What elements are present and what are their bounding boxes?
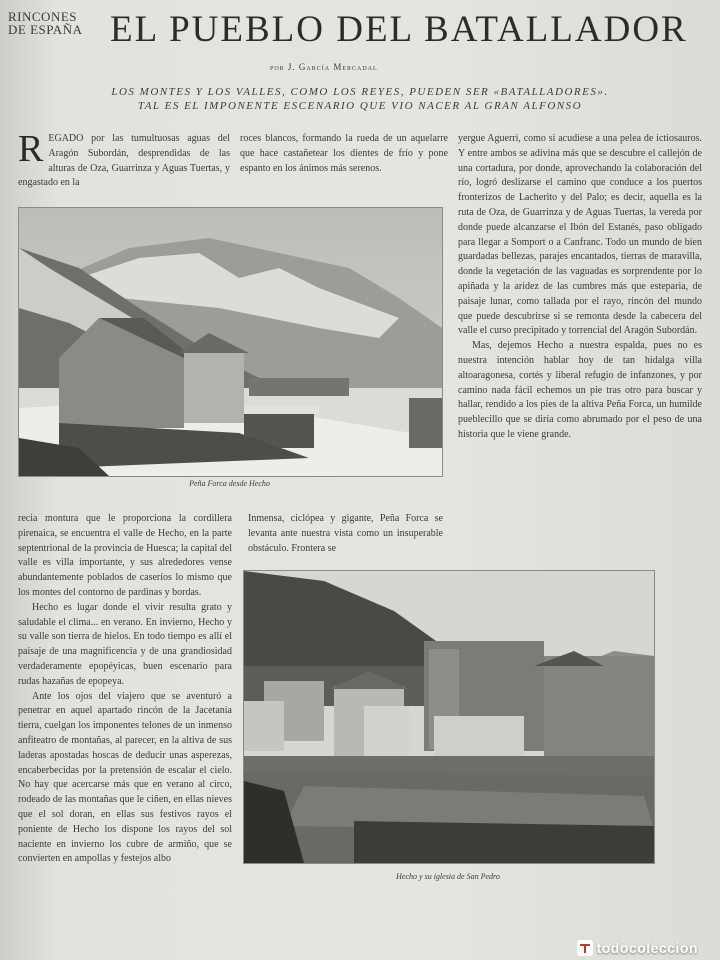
- opening-text: EGADO por las tumultuosas aguas del Aragón Subordán, desprendidas de las alturas de Oza, Guarrinza y Aguas Tuertas, y engastado en la: [18, 133, 230, 189]
- column-1-bottom-paragraph-1: recia montura que le proporciona la cordillera pirenaica, se encuentra el valle de Hecho, en la parte septentrional de la provincia de Huesca; la capital del valle es villa importante, y sus alrededores vense abundantemente poblados de caseríos lo mismo que los montes del contorno de pardinas y bordas.: [18, 513, 232, 598]
- article-title: EL PUEBLO DEL BATALLADOR: [110, 9, 688, 50]
- column-2-bottom-paragraph: Inmensa, ciclópea y gigante, Peña Forca se levanta ante nuestra vista como un insuperable obstáculo. Frontera se: [248, 513, 443, 554]
- watermark-text: todocoleccion: [596, 940, 698, 956]
- column-3-paragraph-1: yergue Aguerri, como si acudiese a una pelea de ictiosauros. Y entre ambos se adivina más que se descubre el callejón de una cortadura, por donde, aprovechando la colaboración del río, logró deslizarse el camino que conduce a los puertos fronterizos de Lacherito y del Palo; es decir, aquella es la ruta de Oza, de Guarrinza y de Aguas Tuertas, la vereda por donde puede alcanzarse el Ibón del Estanés, paso obligado para llegar a Somport o a Canfranc. Todo un mundo de bien guardadas bellezas, parajes encantados, tierras de maravilla, donde la vegetación de las vaguadas es sorprendente por lo apiñada y la aridez de las cumbres más que esteparia, de paisaje lunar, como tallada por el rayo, rincón del mundo que puede descubrirse si se remonta desde la cabecera del valle el curso precipitado y torrencial del Aragón Subordán.: [458, 133, 702, 337]
- drop-cap: R: [18, 128, 44, 170]
- column-2-top: [240, 132, 448, 176]
- column-2-top-paragraph: roces blancos, formando la rueda de un aquelarre que hace castañetear los dientes de frío y pone espanto en los ánimos más serenos.: [240, 133, 448, 174]
- subheadline: [80, 85, 640, 113]
- subhead-line1: LOS MONTES Y LOS VALLES, COMO LOS REYES, PUEDEN SER «BATALLADORES».: [111, 86, 609, 98]
- mountain-village-image: [19, 208, 442, 476]
- section-label-line1: RINCONES: [8, 9, 78, 24]
- byline: por J. García Mercadal: [270, 62, 378, 72]
- section-label: [8, 10, 98, 36]
- section-label-line2: DE ESPAÑA: [8, 22, 83, 37]
- column-3: [458, 132, 702, 443]
- photo-hecho-church: [243, 570, 655, 864]
- tc-logo-icon: [577, 940, 593, 956]
- column-1-bottom: [18, 512, 232, 897]
- village-church-image: [244, 571, 654, 863]
- photo-pena-forca: [18, 207, 443, 477]
- column-2-bottom: [248, 512, 443, 556]
- opening-paragraph: [18, 128, 230, 191]
- column-3-paragraph-2: Mas, dejemos Hecho a nuestra espalda, pues no es nuestra intención hablar hoy de tan hidalga villa altoaragonesa, cortés y liberal refugio de infanzones, y por camino nada fácil echemos un pie tras otro para buscar y hallar, rendido a los pies de la altiva Peña Forca, un humilde pueblecillo que se diría como abrumado por el peso de una historia que le viene grande.: [458, 340, 702, 440]
- column-1-bottom-paragraph-2: Hecho es lugar donde el vivir resulta grato y saludable el clima... en verano. En invierno, Hecho y su valle son tierra de hielos. En todo tiempo es allí el paisaje de una magnificencia y de una grandiosidad verdaderamente epopéyicas, buen escenario para rudas hazañas de epopeya.: [18, 601, 232, 687]
- photo-1-caption: Peña Forca desde Hecho: [189, 479, 270, 488]
- column-1-top: [18, 128, 230, 191]
- watermark: [577, 940, 698, 956]
- photo-2-caption: Hecho y su iglesia de San Pedro: [396, 872, 500, 881]
- column-1-bottom-paragraph-3: Ante los ojos del viajero que se aventuró a penetrar en aquel apartado rincón de la Jacetania tierra, cuelgan los imponentes telones de un inmenso anfiteatro de montañas, al parecer, en la altiva de sus laderas apostadas hoscas de deducir unas asperezas, encaberbecidas por la pretensión de escalar el cielo. No hay que acercarse más que en verano al circo, rodeado de las montañas que le ciñen, en ellas nieves que el sol doran, en ellas sus festivos rayos el poniente de Hecho los dispone los rayos del sol naciente en invierno los cubre de armiño, que se convierten en ampollas y festejos albo: [18, 690, 232, 865]
- subhead-line2: TAL ES EL IMPONENTE ESCENARIO QUE VIO NACER AL GRAN ALFONSO: [137, 100, 583, 112]
